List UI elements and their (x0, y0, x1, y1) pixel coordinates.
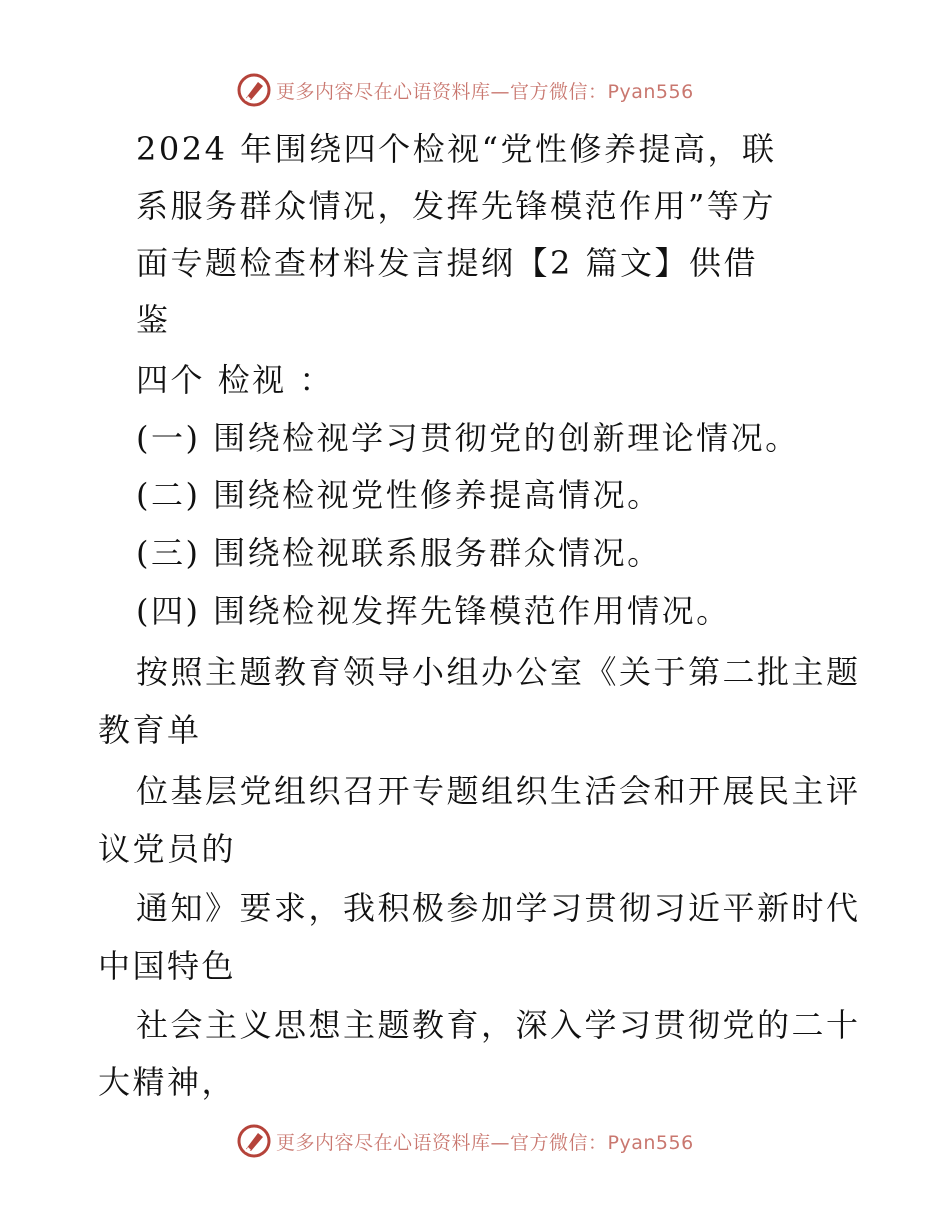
document-title-line: 2024 年围绕四个检视“党性修养提高，联 (136, 130, 777, 168)
list-item: (二) 围绕检视党性修养提高情况。 (136, 476, 662, 514)
body-text-line: 教育单 (98, 711, 202, 749)
body-text-line: 通知》要求，我积极参加学习贯彻习近平新时代 (136, 889, 861, 927)
body-text-line: 社会主义思想主题教育，深入学习贯彻党的二十 (136, 1006, 861, 1044)
header-watermark (236, 72, 694, 108)
document-title-line: 系服务群众情况，发挥先锋模范作用”等方 (136, 187, 776, 225)
section-heading: 四个 检视 ： (136, 361, 334, 399)
body-text-line: 中国特色 (98, 947, 237, 985)
footer-watermark (236, 1123, 694, 1159)
list-item: (一) 围绕检视学习贯彻党的创新理论情况。 (136, 419, 800, 457)
pen-nib-circle-icon (236, 72, 272, 108)
document-title-line: 鉴 (136, 301, 171, 339)
body-text-line: 位基层党组织召开专题组织生活会和开展民主评 (136, 772, 861, 810)
watermark-text: 更多内容尽在心语资料库—官方微信：Pyan556 (276, 80, 694, 103)
list-item: (三) 围绕检视联系服务群众情况。 (136, 534, 662, 572)
watermark-text: 更多内容尽在心语资料库—官方微信：Pyan556 (276, 1131, 694, 1154)
document-title-line: 面专题检查材料发言提纲【2 篇文】供借 (136, 244, 759, 282)
body-text-line: 按照主题教育领导小组办公室《关于第二批主题 (136, 653, 861, 691)
list-item: (四) 围绕检视发挥先锋模范作用情况。 (136, 592, 731, 630)
body-text-line: 大精神， (98, 1063, 237, 1101)
body-text-line: 议党员的 (98, 830, 237, 868)
pen-nib-circle-icon (236, 1123, 272, 1159)
